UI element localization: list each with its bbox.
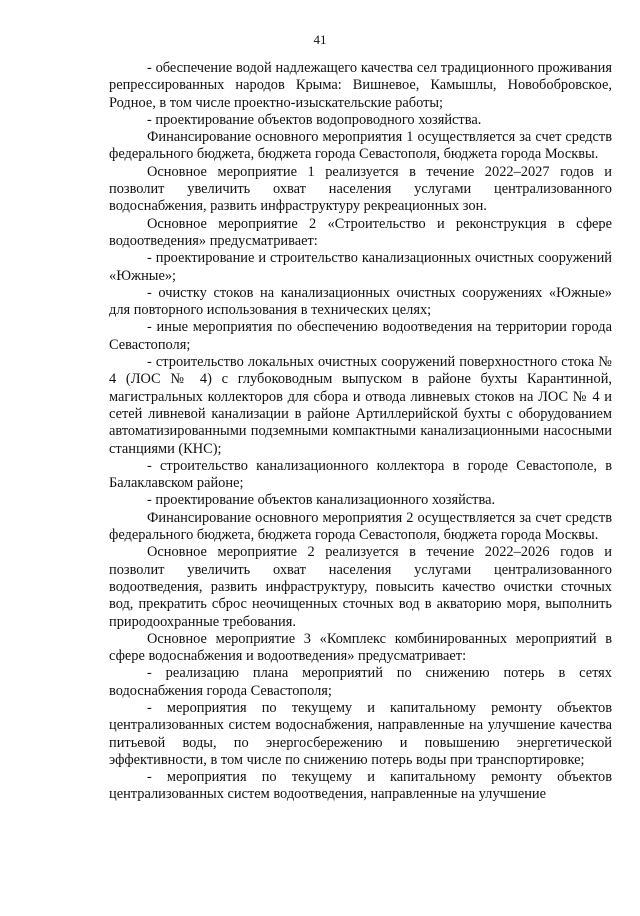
paragraph: Основное мероприятие 3 «Комплекс комбинированных мероприятий в сфере водоснабжения и водоотведения» предусматривает: (109, 630, 612, 665)
paragraph: - мероприятия по текущему и капитальному ремонту объектов централизованных систем водоотведения, направленные на улучшение (109, 769, 612, 803)
paragraph: - проектирование объектов водопроводного хозяйства. (147, 111, 482, 128)
paragraph: - проектирование объектов канализационного хозяйства. (147, 492, 496, 509)
page-number: 41 (313, 32, 327, 47)
paragraph: - строительство канализационного коллектора в городе Севастополе, в Балаклавском районе; (109, 457, 612, 492)
paragraph: Основное мероприятие 2 «Строительство и реконструкция в сфере водоотведения» предусматривает: (109, 215, 612, 249)
paragraph: - строительство локальных очистных сооружений поверхностного стока № 4 (ЛОС № 4) с глубоководным выпуском в районе бухты Карантинной, магистральных коллекторов для сбора и отвода ливневых стоков на ЛОС № 4 и сетей ливневой канализации в районе Артиллерийской бухты с оборудованием автоматизированными подземными компактными канализационными насосными станциями (КНС); (109, 354, 612, 457)
paragraph: - обеспечение водой надлежащего качества сел традиционного проживания репрессированных народов Крыма: Вишневое, Камышлы, Новобобровское, Родное, в том числе проектно-изыскательские работы; (109, 60, 612, 111)
paragraph: - очистку стоков на канализационных очистных сооружениях «Южные» для повторного использования в технических целях; (109, 284, 612, 319)
paragraph: - мероприятия по текущему и капитальному ремонту объектов централизованных систем водоснабжения, направленные на улучшение качества питьевой воды, по энергосбережению и повышению энергетической эффективности, в том числе по снижению потерь воды при транспортировке; (109, 699, 612, 768)
paragraph: - реализацию плана мероприятий по снижению потерь в сетях водоснабжения города Севастополя; (109, 665, 612, 699)
paragraph: - иные мероприятия по обеспечению водоотведения на территории города Севастополя; (109, 319, 612, 353)
document-body (109, 60, 612, 804)
paragraph: Финансирование основного мероприятия 2 осуществляется за счет средств федерального бюджета, бюджета города Севастополя, бюджета города Москвы. (109, 509, 612, 544)
paragraph: Основное мероприятие 1 реализуется в течение 2022–2027 годов и позволит увеличить охват населения услугами централизованного водоснабжения, развить инфраструктуру рекреационных зон. (109, 163, 612, 215)
paragraph: - проектирование и строительство канализационных очистных сооружений «Южные»; (109, 250, 612, 284)
paragraph: Основное мероприятие 2 реализуется в течение 2022–2026 годов и позволит увеличить охват населения услугами централизованного водоотведения, развить инфраструктуру, повысить качество очистки сточных вод, прекратить сброс неочищенных сточных вод в акваторию моря, выполнить природоохранные требования. (109, 544, 612, 630)
paragraph: Финансирование основного мероприятия 1 осуществляется за счет средств федерального бюджета, бюджета города Севастополя, бюджета города Москвы. (109, 129, 612, 163)
